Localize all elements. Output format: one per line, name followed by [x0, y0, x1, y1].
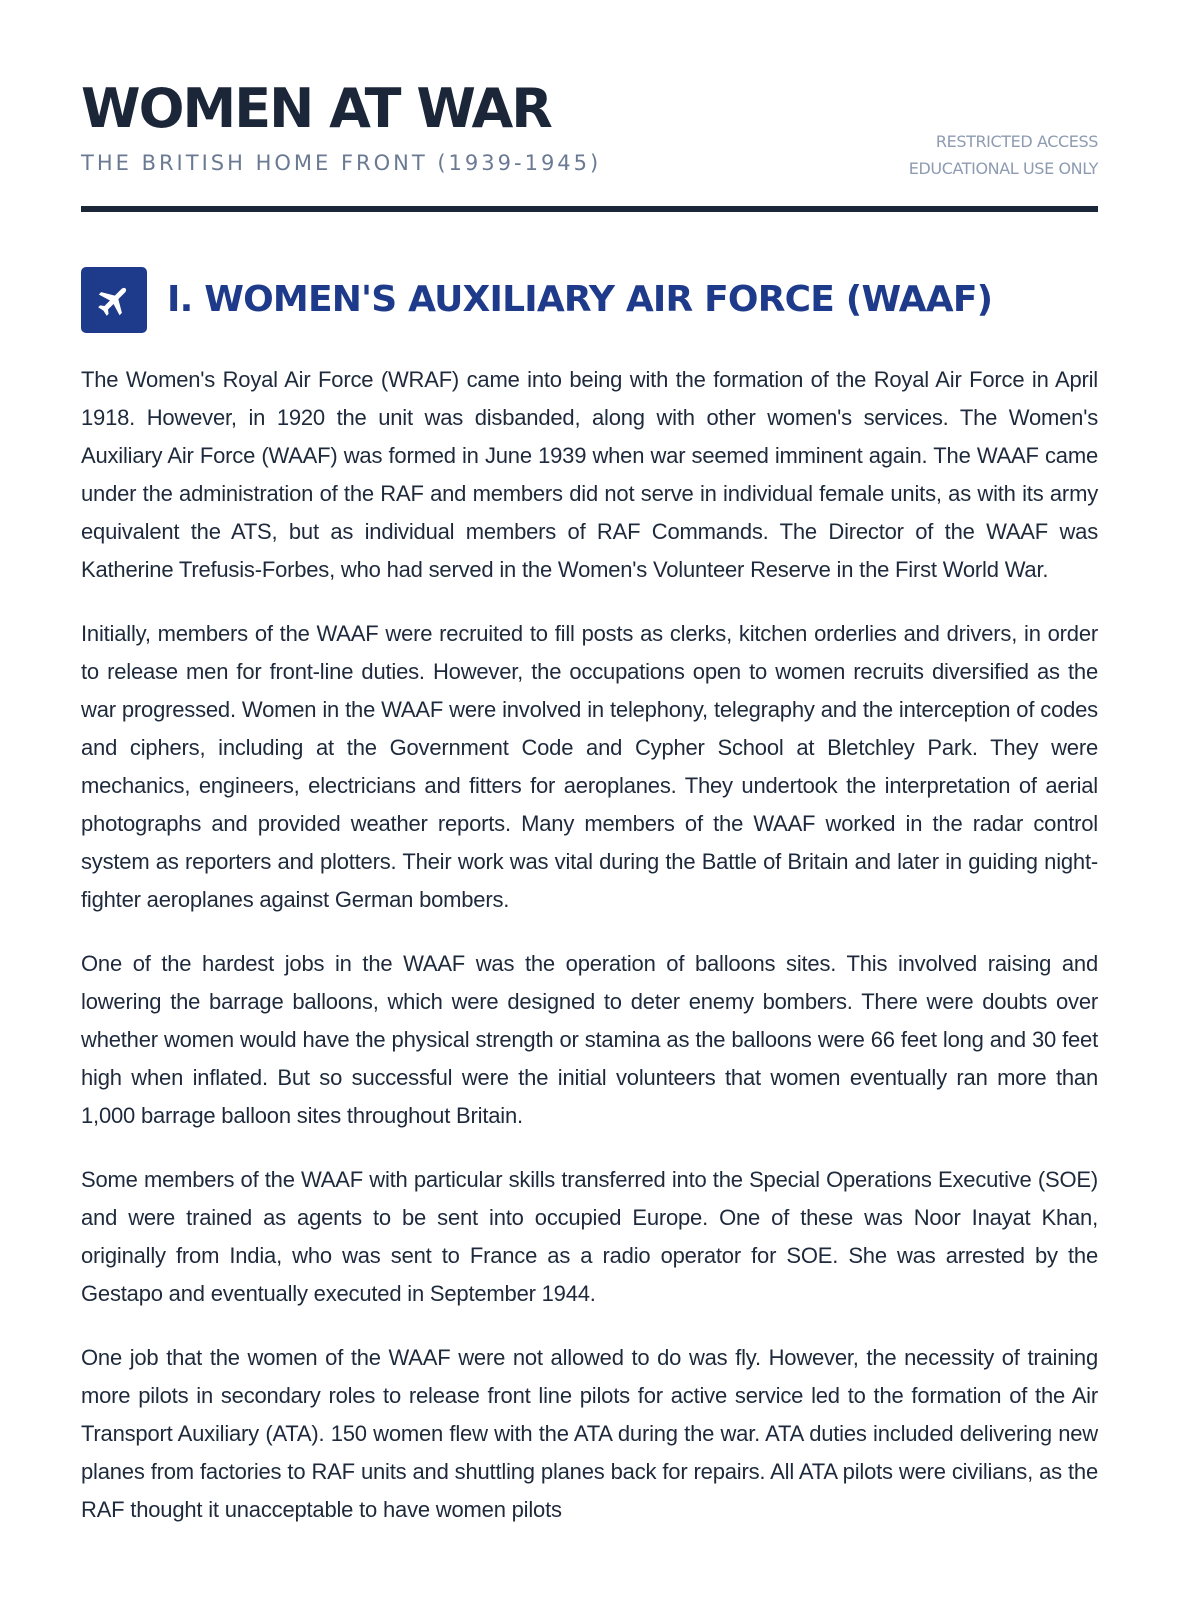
paragraph-5: One job that the women of the WAAF were not allowed to do was fly. However, the necessity of training more pilots in secondary roles to release front line pilots for active service led to the formation of the Air Transport Auxiliary (ATA). 150 women flew with the ATA during the war. ATA duties included delivering new planes from factories to RAF units and shuttling planes back for repairs. All ATA pilots were civilians, as the RAF thought it unacceptable to have women pilots	[81, 1345, 1098, 1522]
paragraph-2: Initially, members of the WAAF were recruited to fill posts as clerks, kitchen orderlies and drivers, in order to release men for front-line duties. However, the occupations open to women recruits diversified as the war progressed. Women in the WAAF were involved in telephony, telegraphy and the interception of codes and ciphers, including at the Government Code and Cypher School at Bletchley Park. They were mechanics, engineers, electricians and fitters for aeroplanes. They undertook the interpretation of aerial photographs and provided weather reports. Many members of the WAAF worked in the radar control system as reporters and plotters. Their work was vital during the Battle of Britain and later in guiding night-fighter aeroplanes against German bombers.	[81, 621, 1098, 912]
paragraph-3: One of the hardest jobs in the WAAF was the operation of balloons sites. This involved raising and lowering the barrage balloons, which were designed to deter enemy bombers. There were doubts over whether women would have the physical strength or stamina as the balloons were 66 feet long and 30 feet high when inflated. But so successful were the initial volunteers that women eventually ran more than 1,000 barrage balloon sites throughout Britain.	[81, 951, 1098, 1128]
section-heading	[81, 267, 1098, 333]
paragraph-1: The Women's Royal Air Force (WRAF) came into being with the formation of the Royal Air Force in April 1918. However, in 1920 the unit was disbanded, along with other women's services. The Women's Auxiliary Air Force (WAAF) was formed in June 1939 when war seemed imminent again. The WAAF came under the administration of the RAF and members did not serve in individual female units, as with its army equivalent the ATS, but as individual members of RAF Commands. The Director of the WAAF was Katherine Trefusis-Forbes, who had served in the Women's Volunteer Reserve in the First World War.	[81, 367, 1098, 582]
access-notice-line-1: RESTRICTED ACCESS	[935, 132, 1098, 151]
airplane-icon	[81, 267, 147, 333]
document-header	[81, 0, 1098, 212]
paragraph-4: Some members of the WAAF with particular skills transferred into the Special Operations Executive (SOE) and were trained as agents to be sent into occupied Europe. One of these was Noor Inayat Khan, originally from India, who was sent to France as a radio operator for SOE. She was arrested by the Gestapo and eventually executed in September 1944.	[81, 1167, 1098, 1306]
access-notice-line-2: EDUCATIONAL USE ONLY	[908, 159, 1098, 178]
section-body	[81, 361, 1098, 1529]
document-subtitle: THE BRITISH HOME FRONT (1939-1945)	[81, 151, 602, 175]
document-title: WOMEN AT WAR	[81, 77, 551, 140]
access-notice	[909, 128, 1098, 182]
section-title: I. WOMEN'S AUXILIARY AIR FORCE (WAAF)	[167, 279, 993, 320]
